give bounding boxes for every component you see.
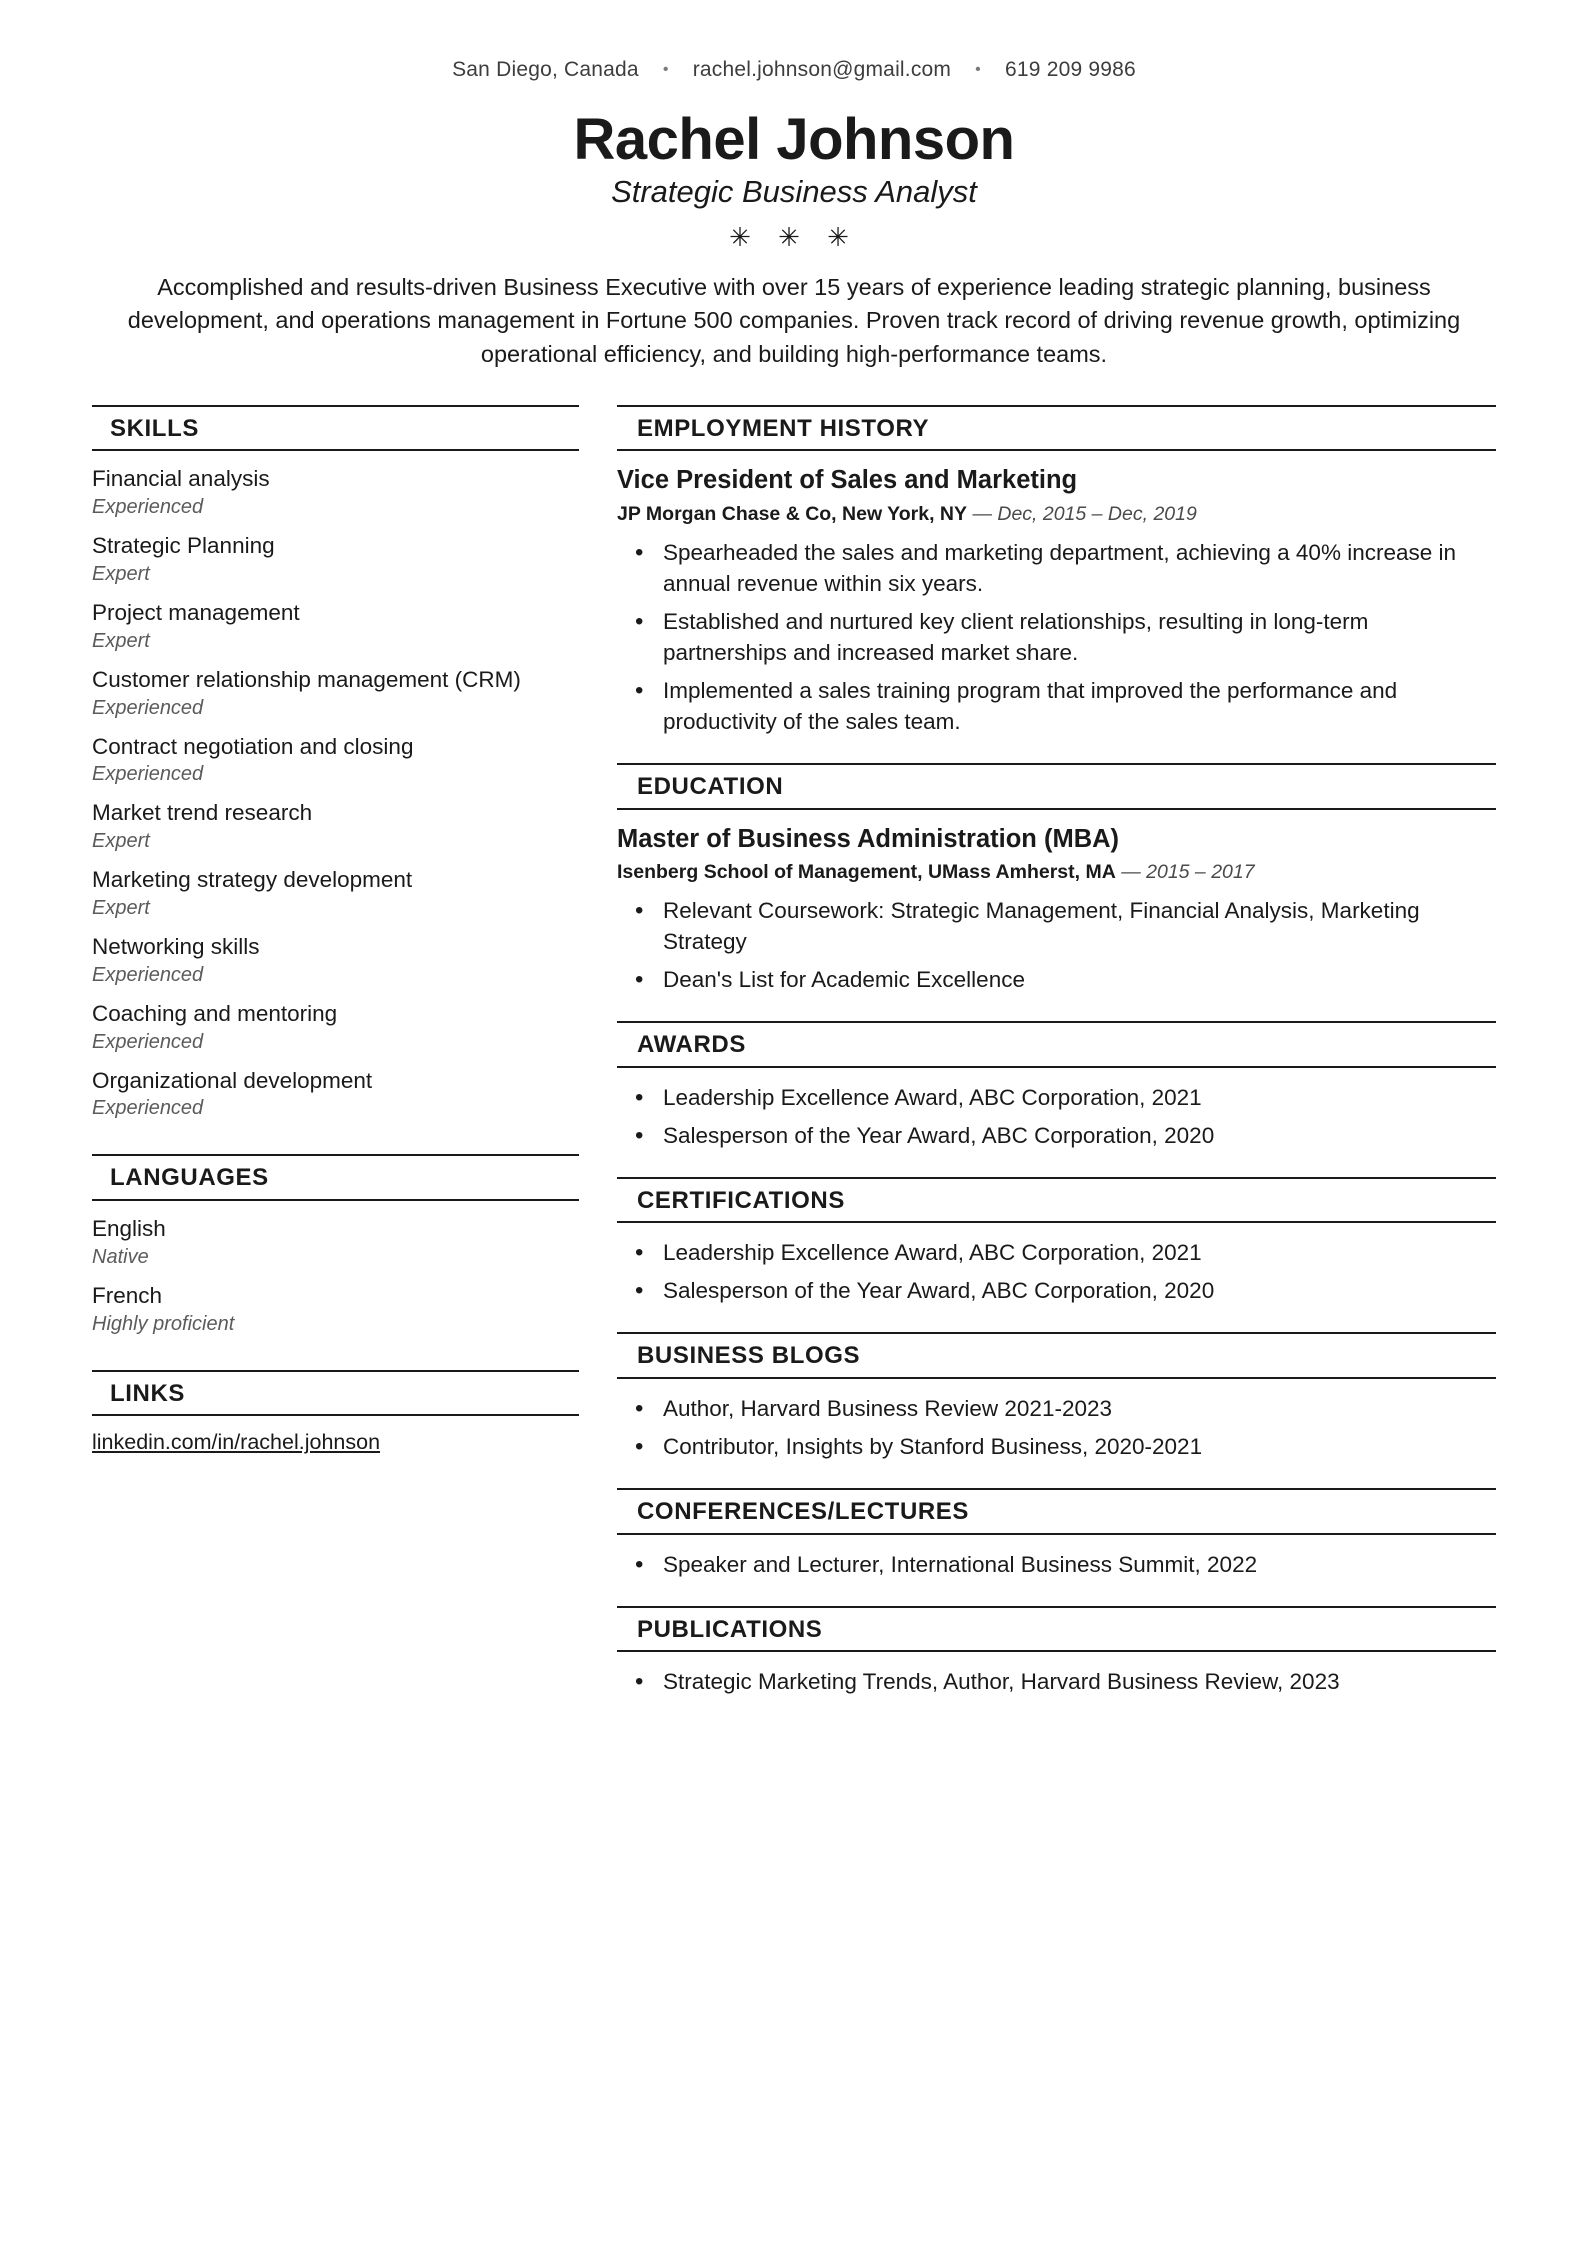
language-item xyxy=(92,1282,579,1336)
list-item: • Contributor, Insights by Stanford Business, 2020-2021 xyxy=(617,1431,1496,1462)
list-item: • Established and nurtured key client relationships, resulting in long-term partnerships and increased market share. xyxy=(617,606,1496,668)
conferences-bullets xyxy=(617,1549,1496,1580)
employment-entry xyxy=(617,465,1496,737)
link-linkedin[interactable]: linkedin.com/in/rachel.johnson xyxy=(92,1430,381,1455)
education-bullets xyxy=(617,895,1496,995)
skill-name: Customer relationship management (CRM) xyxy=(92,666,521,692)
list-item: • Salesperson of the Year Award, ABC Corporation, 2020 xyxy=(617,1275,1496,1306)
certifications-bullets xyxy=(617,1237,1496,1306)
candidate-name: Rachel Johnson xyxy=(573,107,1015,172)
employment-meta xyxy=(617,502,1496,527)
employment-dates: — Dec, 2015 – Dec, 2019 xyxy=(972,503,1197,526)
employment-bullets xyxy=(617,537,1496,737)
employment-heading: EMPLOYMENT HISTORY xyxy=(617,405,1496,452)
contact-phone: 619 209 9986 xyxy=(1005,58,1136,81)
contact-separator-2: • xyxy=(975,61,981,79)
business-blogs-heading: BUSINESS BLOGS xyxy=(617,1332,1496,1379)
right-column xyxy=(617,405,1496,1723)
section-publications xyxy=(617,1606,1496,1698)
body-columns xyxy=(92,405,1496,1723)
awards-bullets xyxy=(617,1082,1496,1151)
publications-heading: PUBLICATIONS xyxy=(617,1606,1496,1653)
language-level: Native xyxy=(92,1245,149,1268)
language-name: French xyxy=(92,1282,163,1308)
publications-bullets xyxy=(617,1666,1496,1697)
business-blogs-bullets xyxy=(617,1393,1496,1462)
contact-email: rachel.johnson@gmail.com xyxy=(692,58,952,81)
section-employment-history xyxy=(617,405,1496,737)
employment-job-title: Vice President of Sales and Marketing xyxy=(617,466,1078,495)
section-links xyxy=(92,1370,579,1456)
skill-level: Expert xyxy=(92,830,150,853)
skill-name: Financial analysis xyxy=(92,466,270,492)
skill-item xyxy=(92,799,579,853)
section-conferences-lectures xyxy=(617,1488,1496,1580)
asterisk-divider-icon: ✳ ✳ ✳ xyxy=(729,221,859,252)
section-languages xyxy=(92,1154,579,1335)
left-column xyxy=(92,405,579,1481)
certifications-heading: CERTIFICATIONS xyxy=(617,1177,1496,1224)
skill-level: Experienced xyxy=(92,496,204,519)
skill-item xyxy=(92,465,579,519)
contact-line xyxy=(92,58,1496,82)
language-level: Highly proficient xyxy=(92,1312,235,1335)
skill-level: Expert xyxy=(92,563,150,586)
section-skills xyxy=(92,405,579,1121)
list-item: • Implemented a sales training program that improved the performance and productivity of the sales team. xyxy=(617,675,1496,737)
skill-level: Expert xyxy=(92,629,150,652)
contact-separator-1: • xyxy=(662,61,669,79)
skill-item xyxy=(92,1067,579,1121)
skill-name: Networking skills xyxy=(92,934,260,960)
skills-heading: SKILLS xyxy=(92,405,579,452)
contact-location: San Diego, Canada xyxy=(452,58,639,81)
skill-item xyxy=(92,733,579,787)
awards-heading: AWARDS xyxy=(617,1021,1496,1068)
section-business-blogs xyxy=(617,1332,1496,1462)
languages-heading: LANGUAGES xyxy=(92,1154,579,1201)
skill-level: Experienced xyxy=(92,696,204,719)
list-item: • Dean's List for Academic Excellence xyxy=(617,964,1496,995)
skill-level: Experienced xyxy=(92,1030,204,1053)
skill-item xyxy=(92,599,579,653)
education-dates: — 2015 – 2017 xyxy=(1121,861,1255,884)
skill-name: Market trend research xyxy=(92,800,313,826)
professional-summary: Accomplished and results-driven Business Executive with over 15 years of experience leading strategic planning, business development, and operations management in Fortune 500 companies. Proven track record of driving revenue growth, optimizing operational efficiency, and building high-performance teams. xyxy=(127,273,1461,367)
language-item xyxy=(92,1215,579,1269)
links-heading: LINKS xyxy=(92,1370,579,1417)
list-item: • Spearheaded the sales and marketing department, achieving a 40% increase in annual revenue within six years. xyxy=(617,537,1496,599)
skill-name: Marketing strategy development xyxy=(92,867,413,893)
list-item: • Speaker and Lecturer, International Business Summit, 2022 xyxy=(617,1549,1496,1580)
education-entry xyxy=(617,824,1496,995)
skill-name: Contract negotiation and closing xyxy=(92,733,414,759)
education-meta xyxy=(617,860,1496,885)
skill-name: Coaching and mentoring xyxy=(92,1000,338,1026)
section-awards xyxy=(617,1021,1496,1151)
education-degree: Master of Business Administration (MBA) xyxy=(617,824,1120,853)
list-item: • Salesperson of the Year Award, ABC Corporation, 2020 xyxy=(617,1120,1496,1151)
section-certifications xyxy=(617,1177,1496,1307)
skill-item xyxy=(92,532,579,586)
skill-item xyxy=(92,866,579,920)
list-item: • Strategic Marketing Trends, Author, Harvard Business Review, 2023 xyxy=(617,1666,1496,1697)
language-name: English xyxy=(92,1216,166,1242)
employment-company: JP Morgan Chase & Co, New York, NY xyxy=(617,503,968,526)
education-heading: EDUCATION xyxy=(617,763,1496,810)
skill-name: Project management xyxy=(92,600,300,626)
skill-item xyxy=(92,933,579,987)
education-school: Isenberg School of Management, UMass Amherst, MA xyxy=(617,861,1116,884)
conferences-heading: CONFERENCES/LECTURES xyxy=(617,1488,1496,1535)
skill-name: Strategic Planning xyxy=(92,533,275,559)
skill-level: Experienced xyxy=(92,763,204,786)
list-item: • Leadership Excellence Award, ABC Corporation, 2021 xyxy=(617,1082,1496,1113)
section-education xyxy=(617,763,1496,995)
list-item: • Author, Harvard Business Review 2021-2023 xyxy=(617,1393,1496,1424)
skill-level: Experienced xyxy=(92,1097,204,1120)
candidate-job-title: Strategic Business Analyst xyxy=(611,173,977,209)
skill-item xyxy=(92,666,579,720)
skill-item xyxy=(92,1000,579,1054)
list-item: • Relevant Coursework: Strategic Management, Financial Analysis, Marketing Strategy xyxy=(617,895,1496,957)
skill-level: Expert xyxy=(92,897,150,920)
list-item: • Leadership Excellence Award, ABC Corporation, 2021 xyxy=(617,1237,1496,1268)
skill-level: Experienced xyxy=(92,963,204,986)
skill-name: Organizational development xyxy=(92,1067,373,1093)
